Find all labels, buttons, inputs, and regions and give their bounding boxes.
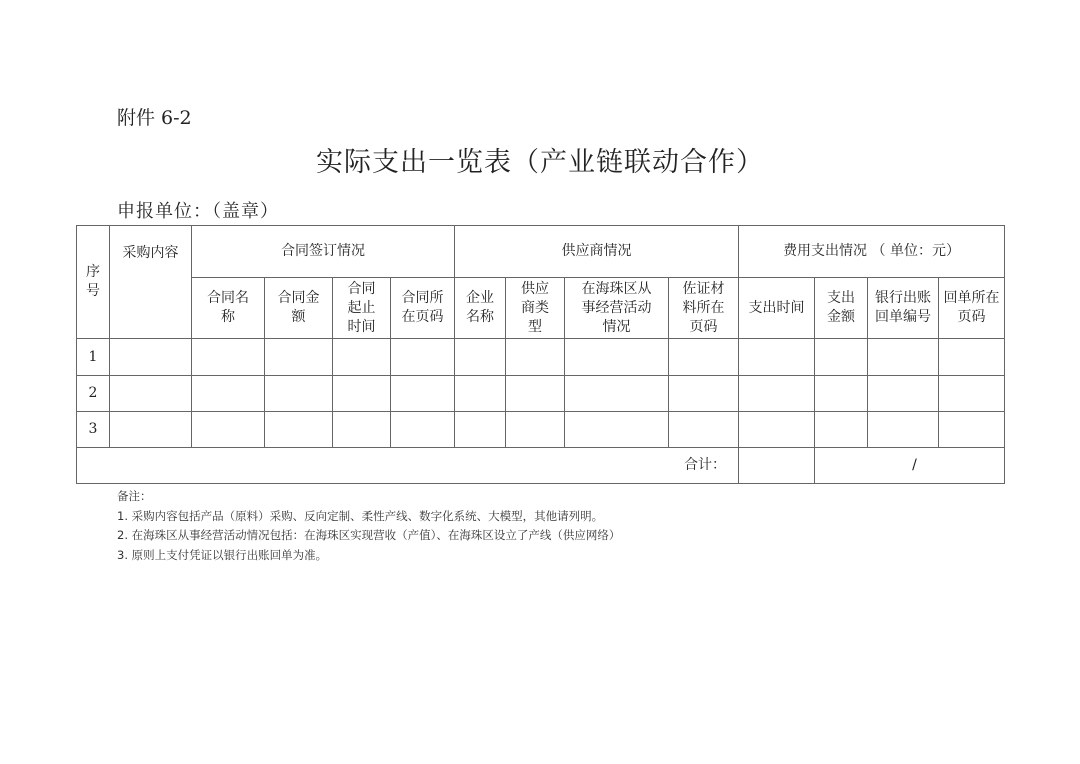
header-bank-receipt-no: 银行出账回单编号	[868, 278, 939, 339]
header-contract-group: 合同签订情况	[192, 226, 455, 278]
table-row	[77, 339, 1005, 376]
notes	[117, 487, 620, 565]
row-number: 3	[77, 412, 110, 448]
total-label: 合计：	[77, 448, 739, 484]
note-item: 1. 采购内容包括产品（原料）采购、反向定制、柔性产线、数字化系统、大模型，其他请列明。	[117, 508, 604, 523]
applicant-unit-line: 申报单位：（盖章）	[117, 201, 279, 222]
table-row	[77, 412, 1005, 448]
header-expense-amount: 支出金额	[815, 278, 868, 339]
header-company-name: 企业名称	[455, 278, 506, 339]
header-expense-group: 费用支出情况 （ 单位：元）	[739, 226, 1005, 278]
header-contract-period: 合同起止时间	[333, 278, 391, 339]
header-seq: 序号	[77, 226, 110, 339]
header-supplier-group: 供应商情况	[455, 226, 739, 278]
total-row	[77, 448, 1005, 484]
header-contract-amount: 合同金额	[265, 278, 333, 339]
note-item: 3. 原则上支付凭证以银行出账回单为准。	[117, 547, 328, 562]
header-evidence-page: 佐证材料所在页码	[669, 278, 739, 339]
header-contract-name: 合同名称	[192, 278, 265, 339]
header-receipt-page: 回单所在页码	[939, 278, 1005, 339]
row-number: 1	[77, 339, 110, 376]
notes-heading: 备注：	[117, 489, 152, 503]
total-amount-cell	[739, 448, 815, 484]
total-slash: /	[815, 448, 1005, 484]
header-purchase-content: 采购内容	[110, 226, 192, 339]
note-item: 2. 在海珠区从事经营活动情况包括：在海珠区实现营收（产值）、在海珠区设立了产线（供应网络）	[117, 528, 621, 542]
header-haizhu-activity: 在海珠区从事经营活动情况	[565, 278, 669, 339]
attachment-label: 附件 6-2	[117, 107, 192, 129]
header-contract-page: 合同所在页码	[391, 278, 455, 339]
header-supplier-type: 供应商类型	[506, 278, 565, 339]
document-title: 实际支出一览表（产业链联动合作）	[316, 147, 764, 178]
header-expense-time: 支出时间	[739, 278, 815, 339]
table-row	[77, 376, 1005, 412]
expense-table	[76, 225, 1005, 484]
row-number: 2	[77, 376, 110, 412]
